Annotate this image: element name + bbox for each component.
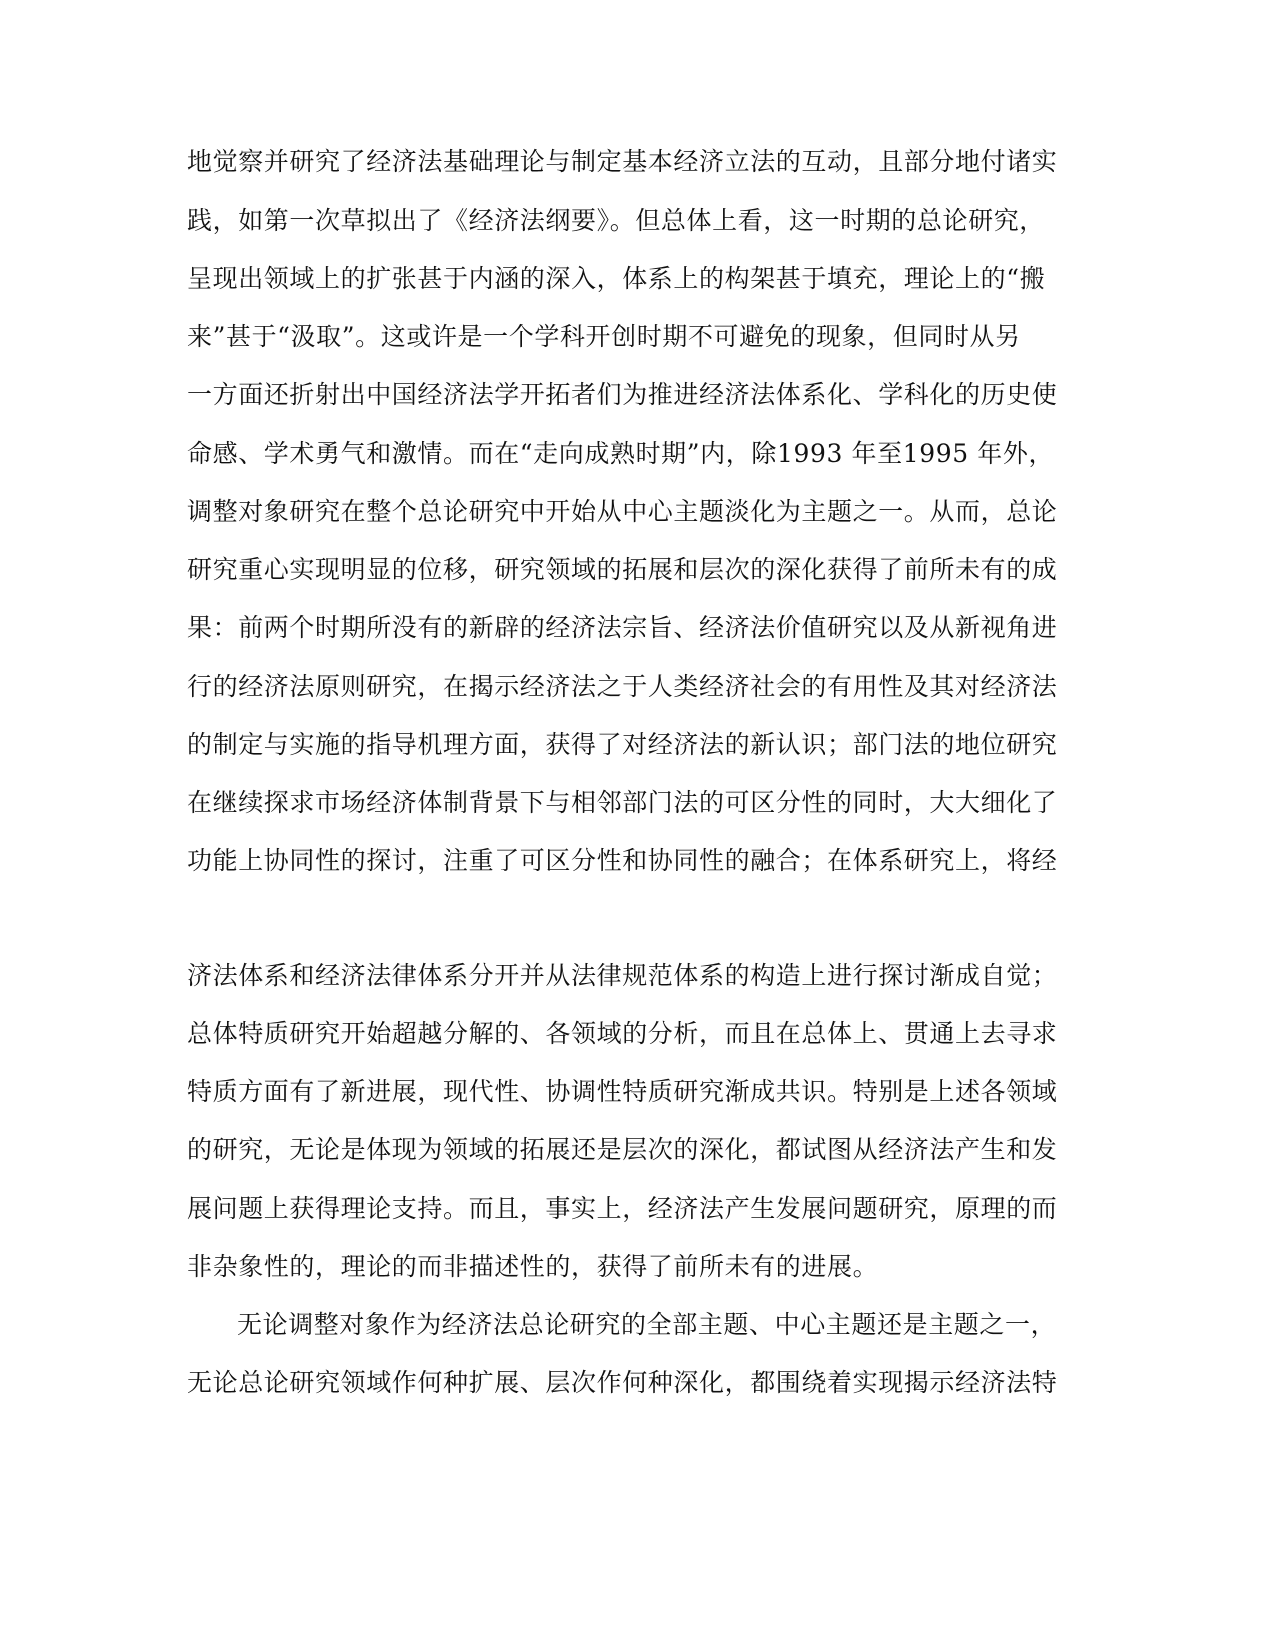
text-line: 无论调整对象作为经济法总论研究的全部主题、中心主题还是主题之一， — [237, 1310, 1057, 1339]
text-line: 来”甚于“汲取”。这或许是一个学科开创时期不可避免的现象，但同时从另 — [187, 322, 1021, 351]
text-line: 命感、学术勇气和激情。而在“走向成熟时期”内，除1993 年至1995 年外， — [187, 439, 1055, 468]
text-line: 呈现出领域上的扩张甚于内涵的深入，体系上的构架甚于填充，理论上的“搬 — [187, 264, 1046, 293]
text-line: 的研究，无论是体现为领域的拓展还是层次的深化，都试图从经济法产生和发 — [187, 1135, 1058, 1164]
text-line: 特质方面有了新进展，现代性、协调性特质研究渐成共识。特别是上述各领域 — [187, 1077, 1058, 1106]
text-line: 一方面还折射出中国经济法学开拓者们为推进经济法体系化、学科化的历史使 — [187, 380, 1058, 409]
text-line: 功能上协同性的探讨，注重了可区分性和协同性的融合；在体系研究上，将经 — [187, 846, 1058, 875]
text-line: 果：前两个时期所没有的新辟的经济法宗旨、经济法价值研究以及从新视角进 — [187, 613, 1058, 642]
text-line: 总体特质研究开始超越分解的、各领域的分析，而且在总体上、贯通上去寻求 — [187, 1019, 1058, 1048]
text-line: 调整对象研究在整个总论研究中开始从中心主题淡化为主题之一。从而，总论 — [187, 497, 1058, 526]
text-line: 践，如第一次草拟出了《经济法纲要》。但总体上看，这一时期的总论研究， — [187, 206, 1045, 235]
text-line: 的制定与实施的指导机理方面，获得了对经济法的新认识；部门法的地位研究 — [187, 730, 1058, 759]
text-line: 无论总论研究领域作何种扩展、层次作何种深化，都围绕着实现揭示经济法特 — [187, 1368, 1058, 1397]
text-line: 行的经济法原则研究，在揭示经济法之于人类经济社会的有用性及其对经济法 — [187, 672, 1058, 701]
text-line: 地觉察并研究了经济法基础理论与制定基本经济立法的互动，且部分地付诸实 — [187, 147, 1058, 176]
text-line: 非杂象性的，理论的而非描述性的，获得了前所未有的进展。 — [187, 1252, 879, 1281]
text-line: 研究重心实现明显的位移，研究领域的拓展和层次的深化获得了前所未有的成 — [187, 555, 1058, 584]
text-line: 展问题上获得理论支持。而且，事实上，经济法产生发展问题研究，原理的而 — [187, 1194, 1058, 1223]
text-line: 在继续探求市场经济体制背景下与相邻部门法的可区分性的同时，大大细化了 — [187, 788, 1058, 817]
text-line: 济法体系和经济法律体系分开并从法律规范体系的构造上进行探讨渐成自觉； — [187, 961, 1058, 990]
